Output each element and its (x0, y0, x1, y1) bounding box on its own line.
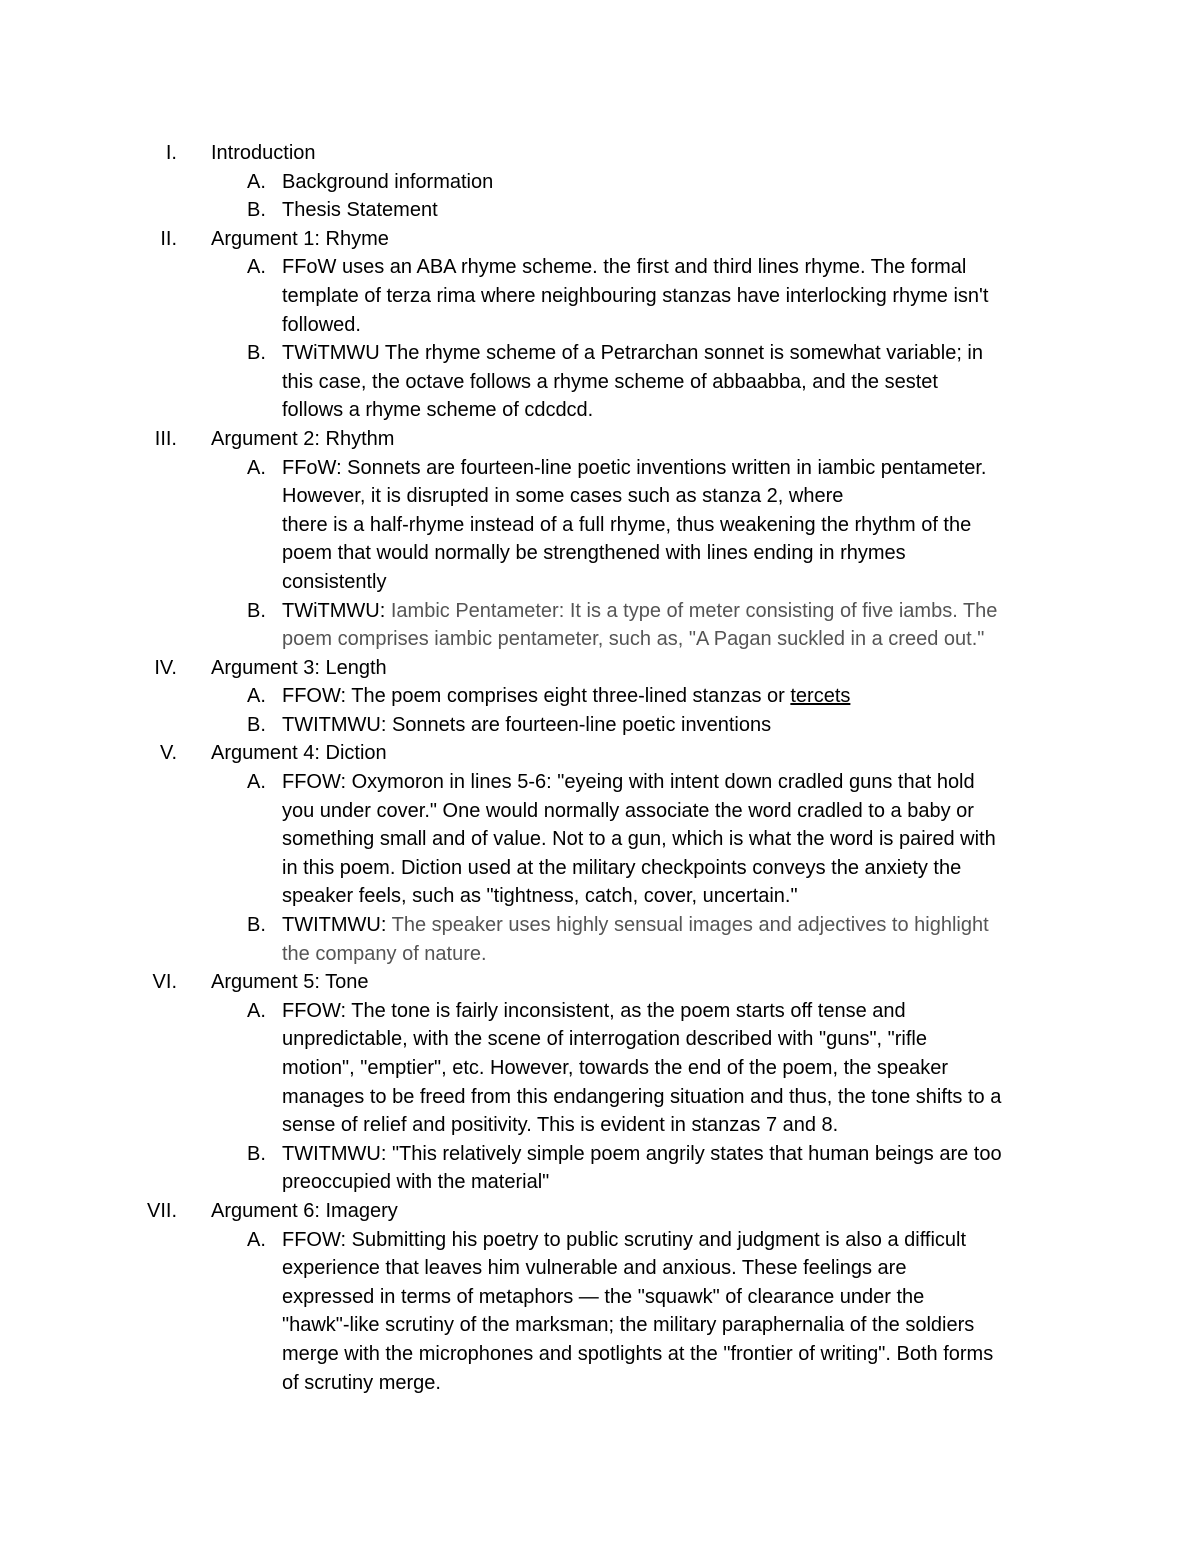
subpoint (0, 997, 1200, 1026)
text-run: experience that leaves him vulnerable and anxious. These feelings are (282, 1257, 907, 1280)
text-run: consistently (282, 570, 387, 593)
text-run: sense of relief and positivity. This is evident in stanzas 7 and 8. (282, 1114, 839, 1137)
section-heading (0, 654, 1200, 683)
text-run: there is a half-rhyme instead of a full rhyme, thus weakening the rhythm of the (282, 513, 972, 536)
subpoint-letter: B. (247, 342, 266, 365)
subpoint (0, 911, 1200, 940)
subpoint-continuation (0, 368, 1200, 397)
underlined-term: tercets (790, 685, 851, 708)
section-numeral: VII. (146, 1199, 177, 1222)
text-run: of scrutiny merge. (282, 1371, 441, 1394)
subpoint-text (282, 711, 771, 740)
text-run: merge with the microphones and spotlights at the "frontier of writing". Both forms (282, 1342, 994, 1365)
section-title: Argument 3: Length (211, 656, 387, 679)
subpoint-continuation (0, 854, 1200, 883)
subpoint-continuation (0, 396, 1200, 425)
section-heading (0, 1197, 1200, 1226)
text-run: followed. (282, 313, 361, 336)
text-run: something small and of value. Not to a gun, which is what the word is paired with (282, 828, 996, 851)
text-run: poem that would normally be strengthened with lines ending in rhymes (282, 542, 906, 565)
subpoint-continuation (0, 1254, 1200, 1283)
subpoint-continuation (0, 511, 1200, 540)
section-numeral: I. (165, 142, 177, 164)
subpoint (0, 1226, 1200, 1255)
subpoint-continuation (0, 1369, 1200, 1398)
text-run: this case, the octave follows a rhyme scheme of abbaabba, and the sestet (282, 370, 938, 393)
subpoint (0, 168, 1200, 197)
text-run: preoccupied with the material" (282, 1171, 550, 1194)
subpoint-continuation (0, 311, 1200, 340)
text-run: FFOW: The tone is fairly inconsistent, as the poem starts off tense and (282, 999, 906, 1022)
subpoint (0, 1140, 1200, 1169)
subpoint-letter: B. (247, 199, 266, 222)
subpoint-continuation (0, 1283, 1200, 1312)
subpoint-continuation (0, 1083, 1200, 1112)
text-run: Background information (282, 170, 494, 193)
subpoint-continuation (0, 1340, 1200, 1369)
subpoint (0, 711, 1200, 740)
text-run: "hawk"-like scrutiny of the marksman; the military paraphernalia of the soldiers (282, 1314, 975, 1337)
subpoint-text (282, 1226, 966, 1255)
section-numeral: III. (154, 427, 177, 450)
text-run: manages to be freed from this endangering situation and thus, the tone shifts to a (282, 1085, 1002, 1108)
text-run: the company of nature. (282, 942, 487, 965)
section-numeral: VI. (152, 971, 177, 994)
text-run: Thesis Statement (282, 199, 438, 222)
subpoint (0, 597, 1200, 626)
subpoint-letter: A. (247, 771, 266, 794)
subpoint-text (282, 454, 986, 483)
text-run: follows a rhyme scheme of cdcdcd. (282, 399, 594, 422)
text-run: FFOW: The poem comprises eight three-lined stanzas or (282, 685, 791, 708)
subpoint-text (282, 1140, 1002, 1169)
subpoint-text (282, 168, 493, 197)
subpoint-continuation (0, 825, 1200, 854)
subpoint-text (282, 768, 975, 797)
subpoint-text (282, 997, 906, 1026)
text-run: TWiTMWU The rhyme scheme of a Petrarchan sonnet is somewhat variable; in (282, 342, 983, 365)
subpoint-letter: A. (247, 1228, 266, 1251)
text-run: unpredictable, with the scene of interrogation described with "guns", "rifle (282, 1028, 927, 1051)
subpoint-letter: A. (247, 456, 266, 479)
subpoint-letter: B. (247, 1142, 266, 1165)
section-heading (0, 139, 1200, 168)
section-heading (0, 425, 1200, 454)
section-numeral: V. (159, 742, 177, 765)
subpoint-continuation (0, 625, 1200, 654)
subpoint-text (282, 682, 850, 711)
section-heading (0, 968, 1200, 997)
subpoint (0, 454, 1200, 483)
subpoint-continuation (0, 1025, 1200, 1054)
text-run: FFOW: Submitting his poetry to public scrutiny and judgment is also a difficult (282, 1228, 967, 1251)
text-run: The speaker uses highly sensual images and adjectives to highlight (391, 914, 989, 937)
subpoint-text (282, 253, 966, 282)
subpoint-continuation (0, 1168, 1200, 1197)
section-title: Introduction (211, 142, 316, 164)
subpoint-letter: A. (247, 685, 266, 708)
subpoint-letter: A. (247, 170, 266, 193)
subpoint-text (282, 339, 983, 368)
text-run: TWITMWU: (282, 914, 392, 937)
section-title: Argument 1: Rhyme (211, 227, 389, 250)
subpoint-letter: B. (247, 914, 266, 937)
section-title: Argument 4: Diction (211, 742, 387, 765)
section-title: Argument 2: Rhythm (211, 427, 395, 450)
subpoint (0, 682, 1200, 711)
text-run: FFOW: Oxymoron in lines 5-6: "eyeing with intent down cradled guns that hold (282, 771, 975, 794)
text-run: speaker feels, such as "tightness, catch, cover, uncertain." (282, 885, 798, 908)
text-run: in this poem. Diction used at the military checkpoints conveys the anxiety the (282, 856, 962, 879)
subpoint (0, 253, 1200, 282)
subpoint (0, 768, 1200, 797)
subpoint-text (282, 597, 997, 626)
section-title: Argument 6: Imagery (211, 1199, 398, 1222)
subpoint-continuation (0, 940, 1200, 969)
subpoint-letter: A. (247, 256, 266, 279)
subpoint-letter: B. (247, 713, 266, 736)
subpoint-letter: A. (247, 999, 266, 1022)
text-run: expressed in terms of metaphors — the "squawk" of clearance under the (282, 1285, 925, 1308)
text-run: However, it is disrupted in some cases such as stanza 2, where (282, 485, 844, 508)
subpoint (0, 339, 1200, 368)
text-run: TWITMWU: Sonnets are fourteen-line poetic inventions (282, 713, 772, 736)
text-run: TWiTMWU: (282, 599, 391, 622)
text-run: you under cover." One would normally associate the word cradled to a baby or (282, 799, 974, 822)
subpoint-continuation (0, 282, 1200, 311)
subpoint-continuation (0, 1111, 1200, 1140)
subpoint-continuation (0, 568, 1200, 597)
text-run: FFoW uses an ABA rhyme scheme. the first and third lines rhyme. The formal (282, 256, 967, 279)
subpoint-letter: B. (247, 599, 266, 622)
text-run: TWITMWU: "This relatively simple poem angrily states that human beings are too (282, 1142, 1002, 1165)
subpoint-continuation (0, 539, 1200, 568)
subpoint-continuation (0, 1311, 1200, 1340)
subpoint-continuation (0, 797, 1200, 826)
subpoint-continuation (0, 482, 1200, 511)
essay-outline (0, 139, 1200, 1397)
section-numeral: IV. (154, 656, 177, 679)
subpoint-text (282, 911, 989, 940)
text-run: template of terza rima where neighbouring stanzas have interlocking rhyme isn't (282, 284, 989, 307)
section-heading (0, 225, 1200, 254)
text-run: FFoW: Sonnets are fourteen-line poetic inventions written in iambic pentameter. (282, 456, 987, 479)
text-run: motion", "emptier", etc. However, towards the end of the poem, the speaker (282, 1057, 949, 1079)
subpoint (0, 196, 1200, 225)
text-run: poem comprises iambic pentameter, such as, "A Pagan suckled in a creed out." (282, 628, 985, 651)
section-heading (0, 739, 1200, 768)
section-numeral: II. (160, 227, 177, 250)
subpoint-text (282, 196, 438, 225)
section-title: Argument 5: Tone (211, 971, 369, 994)
subpoint-continuation (0, 882, 1200, 911)
subpoint-continuation (0, 1054, 1200, 1083)
text-run: Iambic Pentameter: It is a type of meter consisting of five iambs. The (390, 599, 998, 622)
